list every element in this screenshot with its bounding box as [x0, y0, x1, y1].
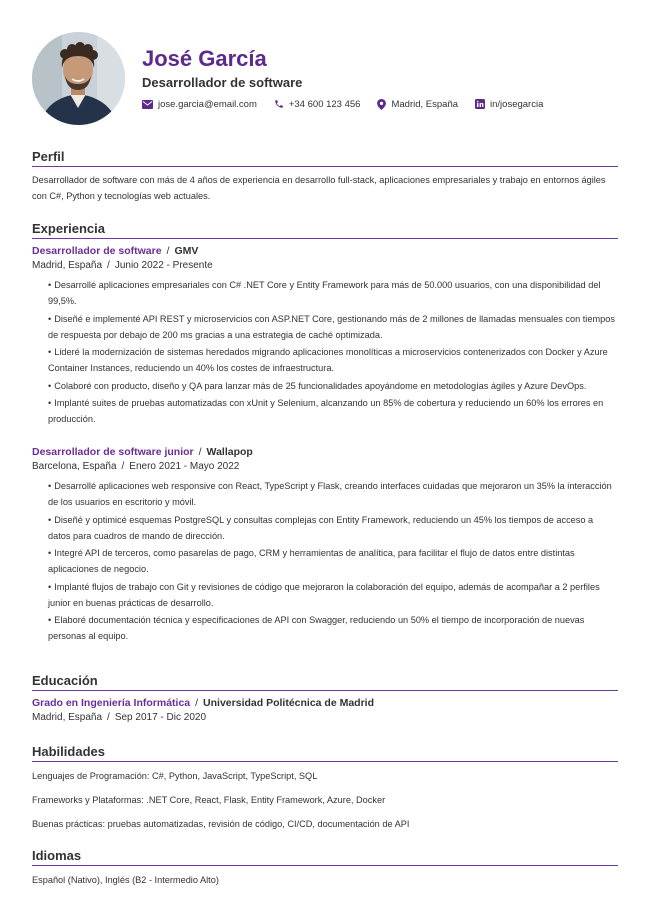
section-title-languages: Idiomas: [32, 847, 618, 866]
section-title-education: Educación: [32, 672, 618, 691]
job-bullet: [48, 311, 618, 343]
skills-section: [32, 743, 618, 830]
bullet-text: Lideré la modernización de sistemas heredados migrando aplicaciones monolíticas a microservicios contenerizados con Docker y Azure Container Instances, reduciendo un 40% los costes de infraestructura.: [48, 347, 608, 373]
bullet-text: Diseñé y optimicé esquemas PostgreSQL y consultas complejas con Entity Framework, reduciendo un 45% los tiempos de acceso a datos para cuadros de mando de dirección.: [48, 514, 594, 541]
contact-email[interactable]: [142, 99, 257, 110]
job-bullet-list: [48, 277, 618, 427]
job-entry: [32, 445, 618, 644]
job-dates: Enero 2021 - Mayo 2022: [129, 461, 240, 472]
education-location: Madrid, España: [32, 712, 103, 723]
bullet-text: Integré API de terceros, como pasarelas de pago, CRM y herramientas de analítica, para facilitar el flujo de datos entre distintas aplicaciones de negocio.: [48, 548, 575, 574]
section-title-profile: Perfil: [32, 148, 618, 167]
education-section: [32, 672, 618, 725]
bullet-dot: •: [48, 398, 52, 408]
avatar-portrait-image: [32, 32, 125, 125]
bullet-dot: •: [48, 280, 52, 290]
job-title-line: [32, 445, 618, 459]
skill-line: Lenguajes de Programación: C#, Python, JavaScript, TypeScript, SQL: [32, 771, 318, 781]
meta-separator: /: [107, 712, 110, 723]
title-separator: /: [198, 446, 202, 458]
linkedin-icon: [475, 99, 485, 109]
education-title-line: [32, 696, 618, 710]
bullet-dot: •: [48, 313, 52, 324]
title-separator: /: [195, 697, 199, 709]
job-bullet: [48, 612, 618, 644]
job-bullet: [48, 378, 618, 394]
location-pin-icon: [377, 99, 386, 110]
bullet-text: Desarrollé aplicaciones web responsive con React, TypeScript y Flask, creando interfaces cuidadas que mejoraron un 35% la interacción de los usuarios en escritorio y móvil.: [48, 481, 612, 507]
bullet-text: Colaboré con producto, diseño y QA para lanzar más de 25 funcionalidades apoyándome en metodologías ágiles y Azure DevOps.: [54, 380, 587, 391]
section-title-skills: Habilidades: [32, 743, 618, 762]
job-role: Desarrollador de software: [32, 245, 162, 257]
job-role: Desarrollador de software junior: [32, 446, 194, 458]
contact-linkedin[interactable]: [475, 99, 543, 110]
job-bullet: [48, 545, 618, 577]
candidate-title: Desarrollador de software: [142, 75, 303, 90]
contact-phone[interactable]: [274, 99, 361, 110]
bullet-dot: •: [48, 615, 52, 625]
job-dates: Junio 2022 - Presente: [114, 260, 213, 271]
bullet-text: Diseñé e implementé API REST y microservicios con ASP.NET Core, gestionando más de 2 millones de llamadas mensuales con tiempos de respuesta por debajo de 200 ms gracias a una estrategia de caché optimizada.: [48, 313, 615, 340]
bullet-text: Implanté suites de pruebas automatizadas con xUnit y Selenium, alcanzando un 85% de cobertura y reduciendo un 60% los errores en producción.: [48, 398, 604, 424]
bullet-dot: •: [48, 581, 52, 592]
job-location: Barcelona, España: [32, 461, 117, 472]
bullet-text: Desarrollé aplicaciones empresariales con C# .NET Core y Entity Framework para más de 50.000 usuarios, con una disponibilidad del 99,5%.: [48, 280, 601, 306]
job-bullet: [48, 478, 618, 510]
email-text: jose.garcia@email.com: [158, 98, 257, 110]
job-bullet: [48, 277, 618, 309]
profile-photo: [32, 32, 125, 125]
languages-text: Español (Nativo), Inglés (B2 - Intermedio Alto): [32, 875, 219, 885]
meta-separator: /: [121, 461, 125, 472]
bullet-dot: •: [48, 380, 52, 391]
languages-section: [32, 847, 618, 886]
resume-header: [32, 32, 618, 126]
job-bullet: [48, 344, 618, 376]
job-bullet: [48, 579, 618, 611]
job-meta-line: [32, 459, 618, 474]
job-company: GMV: [174, 245, 199, 257]
job-bullet-list: [48, 478, 618, 644]
education-dates: Sep 2017 - Dic 2020: [114, 712, 206, 723]
skill-line: Buenas prácticas: pruebas automatizadas, revisión de código, CI/CD, documentación de API: [32, 819, 410, 829]
candidate-name: José García: [142, 46, 267, 71]
job-meta-line: [32, 258, 618, 273]
profile-summary: Desarrollador de software con más de 4 años de experiencia en desarrollo full-stack, aplicaciones empresariales y trabajo en entornos ágiles con C#, Python y tecnologías web actuales.: [32, 175, 606, 201]
education-meta-line: [32, 710, 618, 725]
location-text: Madrid, España: [391, 98, 459, 110]
job-bullet: [48, 395, 618, 427]
contact-location: [377, 99, 458, 110]
section-title-experience: Experiencia: [32, 220, 618, 239]
skill-line: Frameworks y Plataformas: .NET Core, React, Flask, Entity Framework, Azure, Docker: [32, 795, 386, 805]
profile-section: [32, 148, 618, 204]
title-separator: /: [166, 245, 170, 257]
job-company: Wallapop: [206, 446, 253, 458]
bullet-dot: •: [48, 514, 52, 525]
bullet-dot: •: [48, 548, 52, 558]
job-bullet: [48, 512, 618, 544]
contact-bar: [142, 97, 560, 111]
bullet-dot: •: [48, 481, 52, 491]
job-entry: [32, 244, 618, 427]
education-degree: Grado en Ingeniería Informática: [32, 697, 191, 709]
linkedin-text: in/josegarcia: [490, 98, 544, 110]
bullet-text: Elaboré documentación técnica y especificaciones de API con Swagger, reduciendo un 50% el tiempo de incorporación de nuevas personas al equipo.: [48, 615, 585, 641]
email-icon: [142, 100, 153, 109]
job-title-line: [32, 244, 618, 258]
phone-text: +34 600 123 456: [288, 98, 361, 110]
education-school: Universidad Politécnica de Madrid: [203, 697, 375, 709]
phone-icon: [274, 99, 284, 109]
experience-section: [32, 220, 618, 644]
meta-separator: /: [107, 260, 110, 271]
job-location: Madrid, España: [32, 260, 103, 271]
bullet-text: Implanté flujos de trabajo con Git y revisiones de código que mejoraron la colaboración del equipo, además de acompañar a 2 perfiles junior en buenas prácticas de desarrollo.: [48, 581, 600, 608]
bullet-dot: •: [48, 347, 52, 357]
